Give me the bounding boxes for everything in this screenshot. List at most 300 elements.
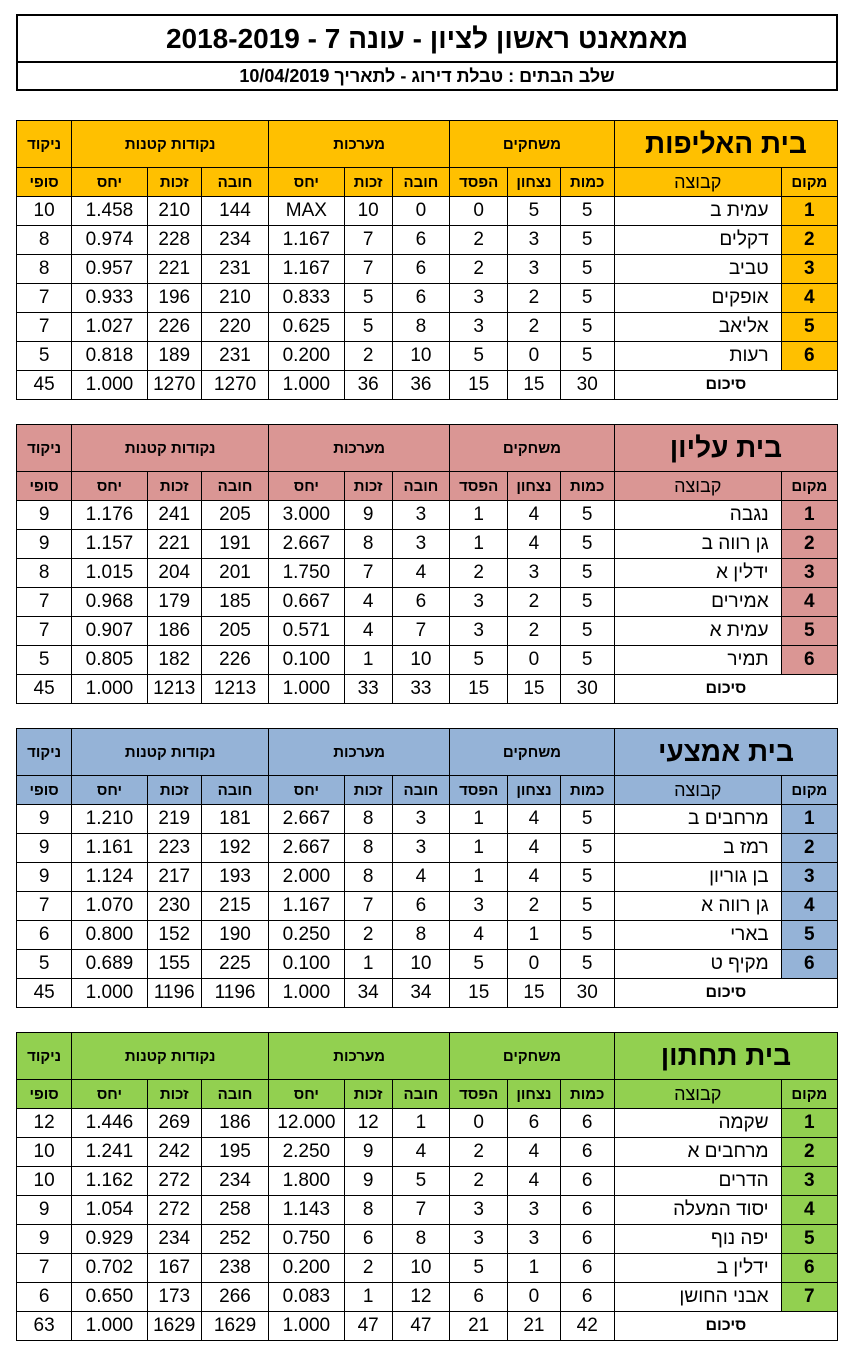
losses-cell: 3	[450, 1225, 508, 1254]
place-cell: 3	[781, 255, 837, 284]
sets-lost-cell: 4	[392, 1138, 449, 1167]
sum-wins-cell: 21	[508, 1312, 560, 1341]
wins-cell: 4	[508, 1138, 560, 1167]
points-lost-cell: 215	[201, 892, 268, 921]
col-header-win: נצחון	[508, 168, 560, 197]
sets-ratio-cell: 1.143	[269, 1196, 344, 1225]
sets-lost-cell: 8	[392, 313, 449, 342]
sets-won-cell: 5	[344, 313, 392, 342]
sets-won-cell: 12	[344, 1109, 392, 1138]
house-table-tachton	[16, 1032, 838, 1341]
points-ratio-cell: 1.458	[72, 197, 147, 226]
score-cell: 9	[17, 834, 72, 863]
place-cell: 2	[781, 1138, 837, 1167]
sum-score-cell: 63	[17, 1312, 72, 1341]
sum-row	[17, 979, 838, 1008]
sum-points-ratio-cell: 1.000	[72, 371, 147, 400]
sets-lost-cell: 4	[392, 559, 449, 588]
table-row	[17, 805, 838, 834]
points-ratio-cell: 0.929	[72, 1225, 147, 1254]
sets-won-cell: 9	[344, 1138, 392, 1167]
table-row	[17, 226, 838, 255]
wins-cell: 2	[508, 284, 560, 313]
col-header-sets-lost: חובה	[392, 472, 449, 501]
sets-ratio-cell: 1.800	[269, 1167, 344, 1196]
points-ratio-cell: 1.446	[72, 1109, 147, 1138]
header-row-bottom	[17, 168, 838, 197]
sum-row	[17, 1312, 838, 1341]
games-count-cell: 6	[560, 1254, 614, 1283]
sets-lost-cell: 6	[392, 588, 449, 617]
sets-won-cell: 8	[344, 805, 392, 834]
sets-lost-cell: 3	[392, 530, 449, 559]
team-name-cell: אליאב	[614, 313, 781, 342]
sum-score-cell: 45	[17, 979, 72, 1008]
col-header-points-won: זכות	[147, 472, 201, 501]
losses-cell: 1	[450, 530, 508, 559]
table-row	[17, 342, 838, 371]
sum-games-count-cell: 42	[560, 1312, 614, 1341]
sum-sets-ratio-cell: 1.000	[269, 371, 344, 400]
points-lost-cell: 231	[201, 255, 268, 284]
losses-cell: 5	[450, 1254, 508, 1283]
sets-ratio-cell: 0.250	[269, 921, 344, 950]
points-lost-cell: 205	[201, 617, 268, 646]
place-cell: 5	[781, 921, 837, 950]
team-name-cell: יסוד המעלה	[614, 1196, 781, 1225]
table-row	[17, 501, 838, 530]
sets-ratio-cell: 0.200	[269, 1254, 344, 1283]
place-cell: 6	[781, 1254, 837, 1283]
col-header-sets: מערכות	[269, 425, 450, 472]
col-header-place: מקום	[781, 472, 837, 501]
losses-cell: 2	[450, 1167, 508, 1196]
place-cell: 4	[781, 588, 837, 617]
header-row-bottom	[17, 776, 838, 805]
sets-ratio-cell: 0.667	[269, 588, 344, 617]
table-row	[17, 617, 838, 646]
wins-cell: 4	[508, 834, 560, 863]
team-name-cell: אמירים	[614, 588, 781, 617]
sets-won-cell: 8	[344, 834, 392, 863]
sets-ratio-cell: 1.167	[269, 226, 344, 255]
losses-cell: 2	[450, 226, 508, 255]
sets-won-cell: 7	[344, 255, 392, 284]
losses-cell: 5	[450, 342, 508, 371]
sets-lost-cell: 3	[392, 805, 449, 834]
wins-cell: 2	[508, 588, 560, 617]
sum-losses-cell: 15	[450, 979, 508, 1008]
col-header-place: מקום	[781, 776, 837, 805]
losses-cell: 3	[450, 284, 508, 313]
wins-cell: 3	[508, 255, 560, 284]
wins-cell: 4	[508, 1167, 560, 1196]
sets-lost-cell: 7	[392, 1196, 449, 1225]
team-name-cell: מרחבים א	[614, 1138, 781, 1167]
col-header-loss: הפסד	[450, 472, 508, 501]
games-count-cell: 5	[560, 197, 614, 226]
col-header-games: משחקים	[450, 1033, 615, 1080]
wins-cell: 6	[508, 1109, 560, 1138]
col-header-sets-ratio: יחס	[269, 776, 344, 805]
sets-won-cell: 2	[344, 1254, 392, 1283]
score-cell: 9	[17, 530, 72, 559]
points-lost-cell: 231	[201, 342, 268, 371]
points-won-cell: 167	[147, 1254, 201, 1283]
sets-won-cell: 4	[344, 588, 392, 617]
col-header-sets-won: זכות	[344, 1080, 392, 1109]
sets-lost-cell: 8	[392, 921, 449, 950]
place-cell: 5	[781, 617, 837, 646]
games-count-cell: 5	[560, 342, 614, 371]
points-won-cell: 269	[147, 1109, 201, 1138]
sets-lost-cell: 4	[392, 863, 449, 892]
sets-ratio-cell: 0.083	[269, 1283, 344, 1312]
points-ratio-cell: 0.907	[72, 617, 147, 646]
points-won-cell: 272	[147, 1167, 201, 1196]
points-ratio-cell: 1.241	[72, 1138, 147, 1167]
sets-ratio-cell: 0.571	[269, 617, 344, 646]
points-ratio-cell: 0.968	[72, 588, 147, 617]
sum-wins-cell: 15	[508, 979, 560, 1008]
col-header-count: כמות	[560, 776, 614, 805]
score-cell: 7	[17, 617, 72, 646]
wins-cell: 4	[508, 501, 560, 530]
points-won-cell: 223	[147, 834, 201, 863]
table-row	[17, 1225, 838, 1254]
table-row	[17, 1138, 838, 1167]
team-name-cell: עמית ב	[614, 197, 781, 226]
col-header-count: כמות	[560, 168, 614, 197]
points-won-cell: 186	[147, 617, 201, 646]
col-header-win: נצחון	[508, 1080, 560, 1109]
games-count-cell: 6	[560, 1283, 614, 1312]
sets-won-cell: 2	[344, 342, 392, 371]
col-header-nikud: ניקוד	[17, 729, 72, 776]
losses-cell: 0	[450, 1109, 508, 1138]
points-lost-cell: 181	[201, 805, 268, 834]
col-header-sofi: סופי	[17, 1080, 72, 1109]
place-cell: 1	[781, 1109, 837, 1138]
sum-points-won-cell: 1196	[147, 979, 201, 1008]
points-won-cell: 228	[147, 226, 201, 255]
table-row	[17, 1109, 838, 1138]
points-lost-cell: 252	[201, 1225, 268, 1254]
sum-points-lost-cell: 1213	[201, 675, 268, 704]
sum-label: סיכום	[614, 675, 837, 704]
points-lost-cell: 258	[201, 1196, 268, 1225]
house-title: בית האליפות	[614, 121, 837, 168]
sum-sets-won-cell: 47	[344, 1312, 392, 1341]
col-header-sets-ratio: יחס	[269, 472, 344, 501]
sum-label: סיכום	[614, 371, 837, 400]
points-lost-cell: 193	[201, 863, 268, 892]
sum-points-lost-cell: 1629	[201, 1312, 268, 1341]
games-count-cell: 5	[560, 834, 614, 863]
games-count-cell: 6	[560, 1225, 614, 1254]
col-header-sets-ratio: יחס	[269, 1080, 344, 1109]
games-count-cell: 5	[560, 617, 614, 646]
points-ratio-cell: 1.027	[72, 313, 147, 342]
team-name-cell: מקיף ט	[614, 950, 781, 979]
sets-won-cell: 4	[344, 617, 392, 646]
points-ratio-cell: 0.650	[72, 1283, 147, 1312]
sets-ratio-cell: 2.667	[269, 530, 344, 559]
place-cell: 1	[781, 197, 837, 226]
place-cell: 4	[781, 284, 837, 313]
sum-points-ratio-cell: 1.000	[72, 979, 147, 1008]
sum-sets-lost-cell: 36	[392, 371, 449, 400]
sets-ratio-cell: 0.100	[269, 646, 344, 675]
sets-ratio-cell: 2.250	[269, 1138, 344, 1167]
col-header-team: קבוצה	[614, 472, 781, 501]
sum-row	[17, 675, 838, 704]
points-ratio-cell: 1.162	[72, 1167, 147, 1196]
team-name-cell: טביב	[614, 255, 781, 284]
sets-ratio-cell: 3.000	[269, 501, 344, 530]
score-cell: 5	[17, 646, 72, 675]
col-header-points-ratio: יחס	[72, 168, 147, 197]
points-won-cell: 226	[147, 313, 201, 342]
col-header-sofi: סופי	[17, 168, 72, 197]
sum-games-count-cell: 30	[560, 371, 614, 400]
sets-won-cell: 2	[344, 921, 392, 950]
score-cell: 9	[17, 1196, 72, 1225]
points-won-cell: 179	[147, 588, 201, 617]
points-lost-cell: 226	[201, 646, 268, 675]
col-header-points-won: זכות	[147, 1080, 201, 1109]
col-header-sets-lost: חובה	[392, 776, 449, 805]
points-lost-cell: 185	[201, 588, 268, 617]
sum-sets-won-cell: 33	[344, 675, 392, 704]
points-lost-cell: 190	[201, 921, 268, 950]
losses-cell: 1	[450, 805, 508, 834]
col-header-small-points: נקודות קטנות	[72, 729, 269, 776]
sum-points-lost-cell: 1196	[201, 979, 268, 1008]
sum-sets-won-cell: 36	[344, 371, 392, 400]
sets-won-cell: 6	[344, 1225, 392, 1254]
sets-lost-cell: 6	[392, 226, 449, 255]
sets-ratio-cell: 0.200	[269, 342, 344, 371]
house-table-emtzai	[16, 728, 838, 1008]
table-row	[17, 197, 838, 226]
place-cell: 7	[781, 1283, 837, 1312]
points-won-cell: 217	[147, 863, 201, 892]
team-name-cell: בארי	[614, 921, 781, 950]
losses-cell: 3	[450, 313, 508, 342]
wins-cell: 0	[508, 342, 560, 371]
points-ratio-cell: 1.124	[72, 863, 147, 892]
points-ratio-cell: 1.054	[72, 1196, 147, 1225]
place-cell: 5	[781, 313, 837, 342]
sum-label: סיכום	[614, 1312, 837, 1341]
sets-lost-cell: 6	[392, 255, 449, 284]
sum-wins-cell: 15	[508, 675, 560, 704]
header-row-bottom	[17, 472, 838, 501]
team-name-cell: יפה נוף	[614, 1225, 781, 1254]
team-name-cell: שקמה	[614, 1109, 781, 1138]
wins-cell: 3	[508, 559, 560, 588]
place-cell: 3	[781, 863, 837, 892]
house-table-elyon	[16, 424, 838, 704]
points-ratio-cell: 1.210	[72, 805, 147, 834]
sets-won-cell: 7	[344, 226, 392, 255]
points-ratio-cell: 0.974	[72, 226, 147, 255]
sets-won-cell: 7	[344, 892, 392, 921]
col-header-count: כמות	[560, 1080, 614, 1109]
games-count-cell: 5	[560, 284, 614, 313]
sum-sets-lost-cell: 47	[392, 1312, 449, 1341]
house-title: בית תחתון	[614, 1033, 837, 1080]
team-name-cell: דקלים	[614, 226, 781, 255]
games-count-cell: 5	[560, 226, 614, 255]
points-won-cell: 155	[147, 950, 201, 979]
games-count-cell: 5	[560, 805, 614, 834]
col-header-small-points: נקודות קטנות	[72, 1033, 269, 1080]
points-won-cell: 173	[147, 1283, 201, 1312]
sets-ratio-cell: 0.100	[269, 950, 344, 979]
col-header-team: קבוצה	[614, 776, 781, 805]
games-count-cell: 6	[560, 1109, 614, 1138]
col-header-nikud: ניקוד	[17, 1033, 72, 1080]
losses-cell: 1	[450, 834, 508, 863]
place-cell: 2	[781, 530, 837, 559]
losses-cell: 2	[450, 559, 508, 588]
team-name-cell: אבני החושן	[614, 1283, 781, 1312]
team-name-cell: גן רווה ב	[614, 530, 781, 559]
wins-cell: 4	[508, 530, 560, 559]
losses-cell: 2	[450, 255, 508, 284]
points-lost-cell: 191	[201, 530, 268, 559]
points-won-cell: 230	[147, 892, 201, 921]
wins-cell: 1	[508, 1254, 560, 1283]
sum-points-lost-cell: 1270	[201, 371, 268, 400]
team-name-cell: ידלין א	[614, 559, 781, 588]
table-row	[17, 530, 838, 559]
table-row	[17, 950, 838, 979]
header-row-top	[17, 729, 838, 776]
sets-won-cell: 8	[344, 863, 392, 892]
col-header-points-ratio: יחס	[72, 776, 147, 805]
sets-won-cell: 1	[344, 646, 392, 675]
sets-lost-cell: 10	[392, 950, 449, 979]
points-won-cell: 196	[147, 284, 201, 313]
points-ratio-cell: 1.176	[72, 501, 147, 530]
sets-won-cell: 1	[344, 1283, 392, 1312]
col-header-points-won: זכות	[147, 776, 201, 805]
games-count-cell: 5	[560, 646, 614, 675]
sets-lost-cell: 7	[392, 617, 449, 646]
table-row	[17, 646, 838, 675]
points-lost-cell: 225	[201, 950, 268, 979]
col-header-sets-won: זכות	[344, 776, 392, 805]
sets-lost-cell: 10	[392, 1254, 449, 1283]
wins-cell: 2	[508, 313, 560, 342]
score-cell: 8	[17, 226, 72, 255]
house-table-aleph	[16, 120, 838, 400]
wins-cell: 5	[508, 197, 560, 226]
score-cell: 9	[17, 805, 72, 834]
col-header-count: כמות	[560, 472, 614, 501]
sets-won-cell: 8	[344, 530, 392, 559]
points-ratio-cell: 0.805	[72, 646, 147, 675]
sum-sets-lost-cell: 34	[392, 979, 449, 1008]
sets-lost-cell: 10	[392, 646, 449, 675]
score-cell: 5	[17, 950, 72, 979]
table-row	[17, 284, 838, 313]
sets-lost-cell: 5	[392, 1167, 449, 1196]
games-count-cell: 5	[560, 313, 614, 342]
sum-sets-ratio-cell: 1.000	[269, 979, 344, 1008]
col-header-loss: הפסד	[450, 168, 508, 197]
team-name-cell: תמיר	[614, 646, 781, 675]
losses-cell: 3	[450, 588, 508, 617]
score-cell: 9	[17, 501, 72, 530]
points-lost-cell: 238	[201, 1254, 268, 1283]
wins-cell: 3	[508, 1225, 560, 1254]
sets-won-cell: 9	[344, 501, 392, 530]
points-ratio-cell: 1.157	[72, 530, 147, 559]
losses-cell: 3	[450, 892, 508, 921]
team-name-cell: אופקים	[614, 284, 781, 313]
sets-won-cell: 9	[344, 1167, 392, 1196]
table-row	[17, 834, 838, 863]
points-lost-cell: 220	[201, 313, 268, 342]
wins-cell: 1	[508, 921, 560, 950]
sets-ratio-cell: 2.667	[269, 805, 344, 834]
points-lost-cell: 234	[201, 1167, 268, 1196]
score-cell: 12	[17, 1109, 72, 1138]
sum-row	[17, 371, 838, 400]
points-won-cell: 182	[147, 646, 201, 675]
team-name-cell: ידלין ב	[614, 1254, 781, 1283]
sets-ratio-cell: 12.000	[269, 1109, 344, 1138]
col-header-sets-ratio: יחס	[269, 168, 344, 197]
sets-lost-cell: 0	[392, 197, 449, 226]
sets-lost-cell: 3	[392, 501, 449, 530]
games-count-cell: 5	[560, 921, 614, 950]
place-cell: 6	[781, 950, 837, 979]
score-cell: 7	[17, 892, 72, 921]
team-name-cell: מרחבים ב	[614, 805, 781, 834]
col-header-sets: מערכות	[269, 729, 450, 776]
sets-won-cell: 7	[344, 559, 392, 588]
losses-cell: 4	[450, 921, 508, 950]
team-name-cell: גן רווה א	[614, 892, 781, 921]
points-ratio-cell: 1.070	[72, 892, 147, 921]
games-count-cell: 5	[560, 863, 614, 892]
sets-ratio-cell: 0.750	[269, 1225, 344, 1254]
points-lost-cell: 186	[201, 1109, 268, 1138]
team-name-cell: עמית א	[614, 617, 781, 646]
wins-cell: 2	[508, 617, 560, 646]
col-header-nikud: ניקוד	[17, 121, 72, 168]
score-cell: 10	[17, 1167, 72, 1196]
sum-sets-lost-cell: 33	[392, 675, 449, 704]
sets-lost-cell: 12	[392, 1283, 449, 1312]
games-count-cell: 5	[560, 892, 614, 921]
sum-losses-cell: 21	[450, 1312, 508, 1341]
sum-games-count-cell: 30	[560, 979, 614, 1008]
wins-cell: 0	[508, 950, 560, 979]
points-lost-cell: 144	[201, 197, 268, 226]
games-count-cell: 5	[560, 255, 614, 284]
team-name-cell: בן גוריון	[614, 863, 781, 892]
header-row-bottom	[17, 1080, 838, 1109]
col-header-place: מקום	[781, 168, 837, 197]
col-header-small-points: נקודות קטנות	[72, 121, 269, 168]
points-ratio-cell: 0.800	[72, 921, 147, 950]
